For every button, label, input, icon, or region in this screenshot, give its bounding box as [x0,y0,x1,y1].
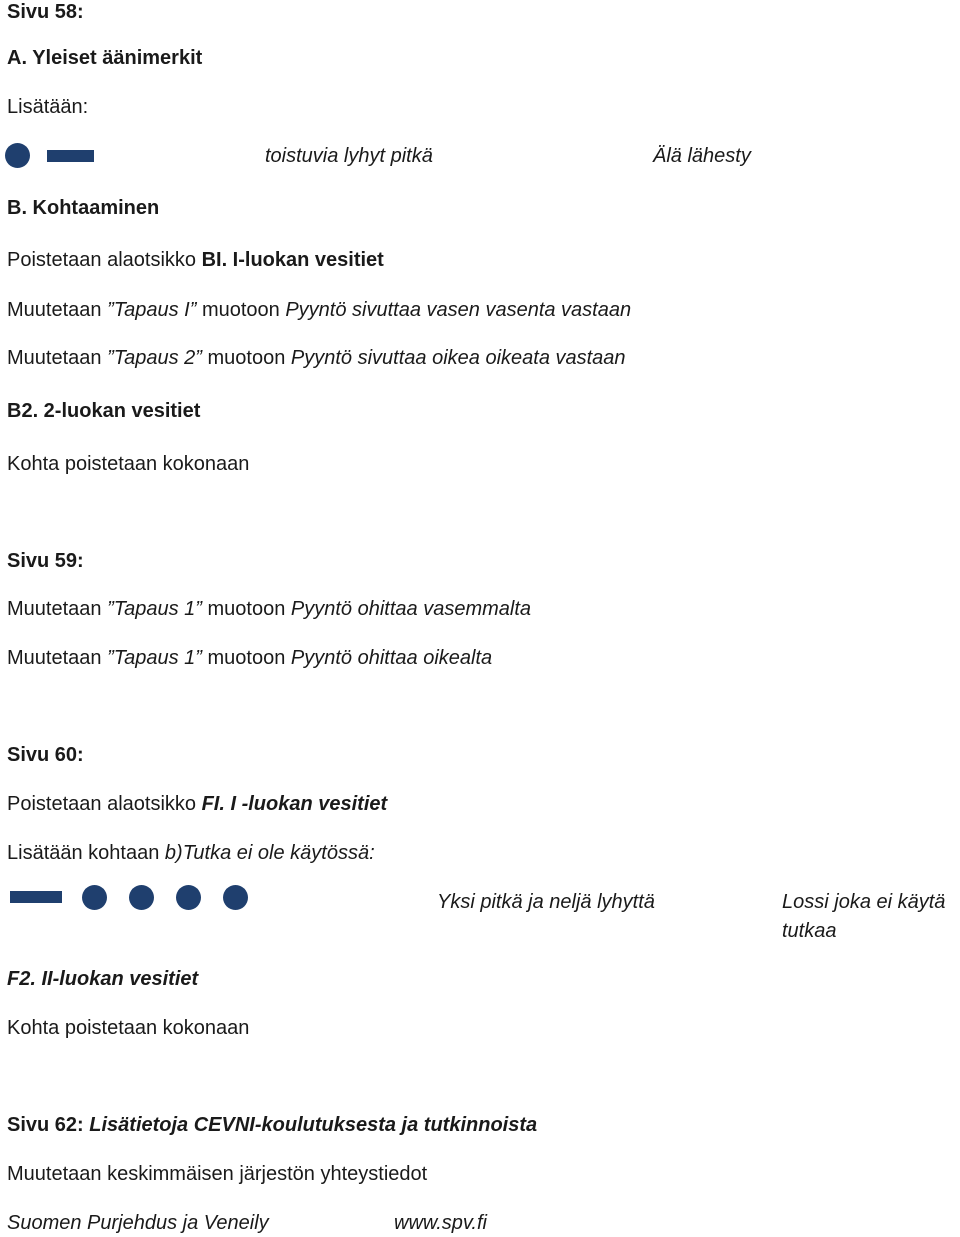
add-target: b)Tutka ei ole käytössä: [164,842,375,864]
remove-subheading-line-2 [7,792,387,816]
change-prefix: Muutetaan [7,299,108,321]
remove-target: BI. I-luokan vesitiet [201,249,384,271]
remove-target: FI. I -luokan vesitiet [201,793,388,815]
short-blast-dot-icon [5,143,30,168]
remove-subheading-line [7,248,384,272]
change-mid: muotoon [196,299,286,321]
change-line-3 [7,597,531,621]
short-blast-dot-icon [223,885,248,910]
change-text: Pyyntö sivuttaa oikea oikeata vastaan [290,347,626,369]
add-label: Lisätään: [7,96,89,118]
change-case: ”Tapaus 1” [107,598,202,620]
b2-note: Kohta poistetaan kokonaan [7,453,250,475]
f2-note: Kohta poistetaan kokonaan [7,1017,250,1039]
change-text: Pyyntö sivuttaa vasen vasenta vastaan [285,299,632,321]
section-b-heading: B. Kohtaaminen [7,197,160,219]
change-line-4 [7,646,492,670]
page62-heading-label: Sivu 62: [7,1114,90,1136]
page59-heading: Sivu 59: [7,550,84,572]
page62-heading-title: Lisätietoja CEVNI-koulutuksesta ja tutkinnoista [89,1114,538,1136]
change-mid: muotoon [201,647,291,669]
page60-heading: Sivu 60: [7,744,84,766]
change-line-2 [7,346,626,370]
add-line [7,841,375,865]
section-f2-heading: F2. II-luokan vesitiet [7,968,199,990]
signal-2-meaning-line-1: Lossi joka ei käytä [782,891,946,913]
signal-1-description: toistuvia lyhyt pitkä [265,145,433,167]
short-blast-dot-icon [176,885,201,910]
remove-prefix: Poistetaan alaotsikko [7,249,202,271]
short-blast-dot-icon [82,885,107,910]
change-prefix: Muutetaan [7,647,108,669]
long-blast-dash-icon [47,150,94,162]
signal-2-meaning-line-2: tutkaa [782,920,837,942]
section-b2-heading: B2. 2-luokan vesitiet [7,400,201,422]
change-case: ”Tapaus I” [107,299,197,321]
add-prefix: Lisätään kohtaan [7,842,165,864]
short-blast-dot-icon [129,885,154,910]
change-case: ”Tapaus 2” [107,347,202,369]
section-a-heading: A. Yleiset äänimerkit [7,47,203,69]
remove-prefix: Poistetaan alaotsikko [7,793,202,815]
change-text: Pyyntö ohittaa oikealta [290,647,493,669]
change-line-1 [7,298,631,322]
signal-2-description: Yksi pitkä ja neljä lyhyttä [437,891,655,913]
change-case: ”Tapaus 1” [107,647,202,669]
change-prefix: Muutetaan [7,347,108,369]
change-text: Pyyntö ohittaa vasemmalta [290,598,532,620]
organization-url: www.spv.fi [394,1212,487,1234]
organization-name: Suomen Purjehdus ja Veneily [7,1212,269,1234]
page58-heading: Sivu 58: [7,1,84,23]
change-mid: muotoon [201,347,291,369]
change-prefix: Muutetaan [7,598,108,620]
signal-1-meaning: Älä lähesty [653,145,751,167]
change-mid: muotoon [201,598,291,620]
page62-heading [7,1113,537,1137]
long-blast-dash-icon [10,891,62,903]
contact-change-line: Muutetaan keskimmäisen järjestön yhteystiedot [7,1163,428,1185]
